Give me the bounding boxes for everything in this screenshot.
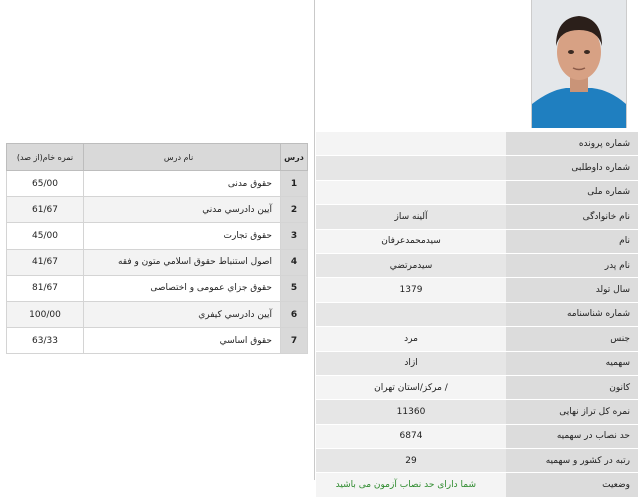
course-score: 100/00 bbox=[7, 301, 84, 327]
info-label: شماره ملی bbox=[506, 180, 638, 204]
info-row-rank bbox=[316, 449, 638, 473]
info-row-id-card-number bbox=[316, 302, 638, 326]
course-index: 6 bbox=[281, 301, 308, 327]
status-message: شما دارای حد نصاب آزمون می باشید bbox=[316, 473, 506, 497]
info-label: نمره کل تراز نهایی bbox=[506, 400, 638, 424]
table-row bbox=[7, 171, 308, 197]
course-index: 7 bbox=[281, 328, 308, 354]
info-label: کانون bbox=[506, 375, 638, 399]
course-score: 65/00 bbox=[7, 171, 84, 197]
info-row-last-name bbox=[316, 205, 638, 229]
info-row-national-id bbox=[316, 180, 638, 204]
course-name: حقوق جزاي عمومی و اختصاصی bbox=[84, 275, 281, 301]
grades-header-row bbox=[7, 144, 308, 171]
info-label: شماره پرونده bbox=[506, 132, 638, 156]
course-name: اصول استنباط حقوق اسلامي متون و فقه bbox=[84, 249, 281, 275]
candidate-info-table bbox=[316, 132, 638, 498]
course-index: 4 bbox=[281, 249, 308, 275]
info-row-applicant-number bbox=[316, 156, 638, 180]
table-row bbox=[7, 223, 308, 249]
info-value bbox=[316, 156, 506, 180]
info-value bbox=[316, 302, 506, 326]
table-row bbox=[7, 328, 308, 354]
course-name: حقوق اساسي bbox=[84, 328, 281, 354]
table-row bbox=[7, 197, 308, 223]
info-value: سیدمرتضي bbox=[316, 253, 506, 277]
info-value: سیدمحمدعرفان bbox=[316, 229, 506, 253]
table-row bbox=[7, 275, 308, 301]
course-score: 63/33 bbox=[7, 328, 84, 354]
info-value bbox=[316, 180, 506, 204]
course-index: 1 bbox=[281, 171, 308, 197]
info-label: جنس bbox=[506, 327, 638, 351]
info-label: شماره داوطلبی bbox=[506, 156, 638, 180]
column-header-course: درس bbox=[281, 144, 308, 171]
info-label: رتبه در کشور و سهمیه bbox=[506, 449, 638, 473]
course-index: 3 bbox=[281, 223, 308, 249]
course-score: 41/67 bbox=[7, 249, 84, 275]
course-score: 81/67 bbox=[7, 275, 84, 301]
info-row-quota-threshold bbox=[316, 424, 638, 448]
info-value: آلینه ساز bbox=[316, 205, 506, 229]
info-row-father-name bbox=[316, 253, 638, 277]
course-score: 45/00 bbox=[7, 223, 84, 249]
course-index: 2 bbox=[281, 197, 308, 223]
info-label: وضعیت bbox=[506, 473, 638, 497]
table-row bbox=[7, 301, 308, 327]
course-index: 5 bbox=[281, 275, 308, 301]
info-row-gender bbox=[316, 327, 638, 351]
info-value: / مرکز/استان تهران bbox=[316, 375, 506, 399]
column-header-course-name: نام درس bbox=[84, 144, 281, 171]
info-value bbox=[316, 132, 506, 156]
grades-table bbox=[6, 143, 308, 354]
info-value: 1379 bbox=[316, 278, 506, 302]
info-row-first-name bbox=[316, 229, 638, 253]
info-row-quota bbox=[316, 351, 638, 375]
table-row bbox=[7, 249, 308, 275]
course-name: آيين دادرسي مدني bbox=[84, 197, 281, 223]
course-score: 61/67 bbox=[7, 197, 84, 223]
info-row-center bbox=[316, 375, 638, 399]
info-row-file-number bbox=[316, 132, 638, 156]
course-name: حقوق مدنی bbox=[84, 171, 281, 197]
info-value: 11360 bbox=[316, 400, 506, 424]
info-label: شماره شناسنامه bbox=[506, 302, 638, 326]
info-row-status bbox=[316, 473, 638, 497]
course-name: آيين دادرسي كيفري bbox=[84, 301, 281, 327]
course-name: حقوق تجارت bbox=[84, 223, 281, 249]
vertical-divider bbox=[314, 0, 315, 480]
info-value: ازاد bbox=[316, 351, 506, 375]
info-value: 6874 bbox=[316, 424, 506, 448]
profile-photo bbox=[531, 0, 627, 128]
info-label: نام خانوادگی bbox=[506, 205, 638, 229]
column-header-score: نمره خام(از صد) bbox=[7, 144, 84, 171]
info-label: حد نصاب در سهمیه bbox=[506, 424, 638, 448]
info-row-final-score bbox=[316, 400, 638, 424]
info-label: نام پدر bbox=[506, 253, 638, 277]
info-value: 29 bbox=[316, 449, 506, 473]
info-label: نام bbox=[506, 229, 638, 253]
info-label: سهمیه bbox=[506, 351, 638, 375]
info-label: سال تولد bbox=[506, 278, 638, 302]
info-row-birth-year bbox=[316, 278, 638, 302]
info-value: مرد bbox=[316, 327, 506, 351]
